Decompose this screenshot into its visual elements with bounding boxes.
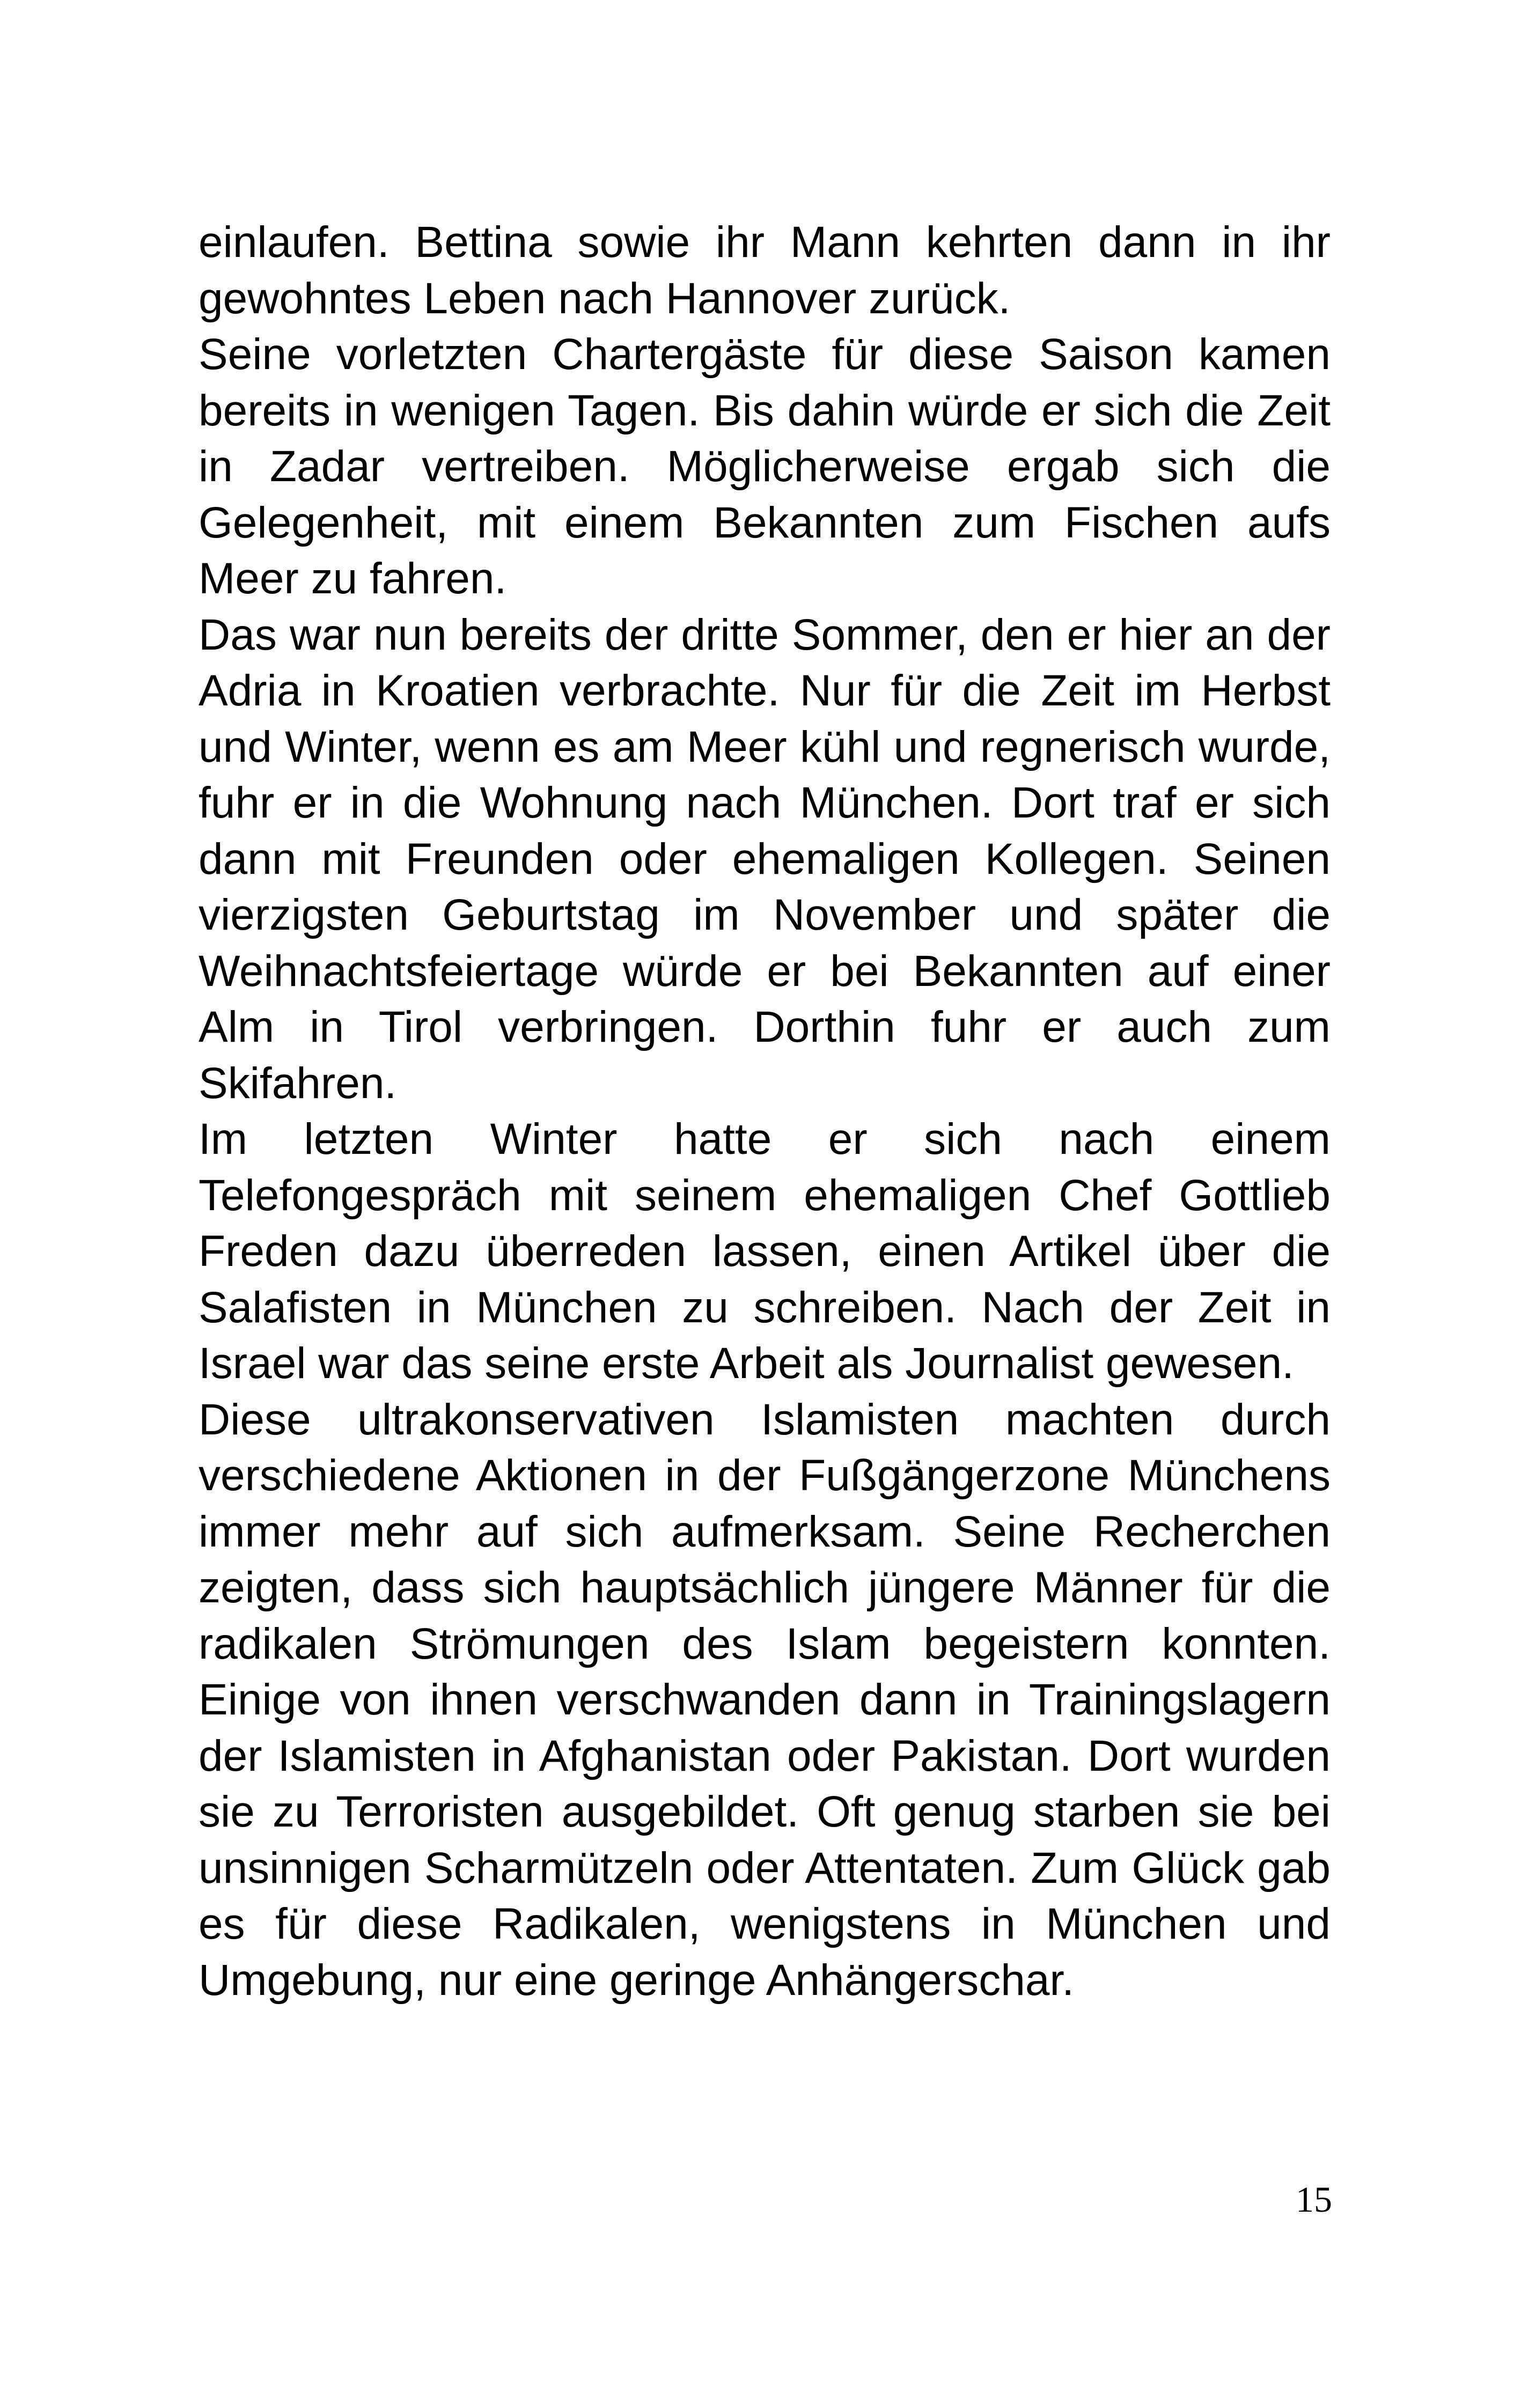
body-text (199, 215, 1331, 2008)
paragraph-1: einlaufen. Bettina sowie ihr Mann kehrten dann in ihr gewohntes Leben nach Hannover zurück. (199, 218, 1331, 323)
paragraph-3: Das war nun bereits der dritte Sommer, den er hier an der Adria in Kroatien verbrachte. Nur für die Zeit im Herbst und Winter, wenn es am Meer kühl und regnerisch wurde, fuhr er in die Wohnung nach München. Dort traf er sich dann mit Freunden oder ehemaligen Kollegen. Seinen vierzigsten Geburtstag im November und später die Weihnachtsfeiertage würde er bei Bekannten auf einer Alm in Tirol verbringen. Dorthin fuhr er auch zum Skifahren. (199, 610, 1331, 1108)
paragraph-4: Im letzten Winter hatte er sich nach einem Telefongespräch mit seinem ehemaligen Chef Gottlieb Freden dazu überreden lassen, einen Artikel über die Salafisten in München zu schreiben. Nach der Zeit in Israel war das seine erste Arbeit als Journalist gewesen. (199, 1115, 1331, 1388)
paragraph-5: Diese ultrakonservativen Islamisten machten durch verschiedene Aktionen in der Fußgängerzone Münchens immer mehr auf sich aufmerksam. Seine Recherchen zeigten, dass sich hauptsächlich jüngere Männer für die radikalen Strömungen des Islam begeistern konnten. Einige von ihnen verschwanden dann in Trainingslagern der Islamisten in Afghanistan oder Pakistan. Dort wurden sie zu Terroristen ausgebildet. Oft genug starben sie bei unsinnigen Scharmützeln oder Attentaten. Zum Glück gab es für diese Radikalen, wenigstens in München und Umgebung, nur eine geringe Anhängerschar. (199, 1395, 1331, 2005)
paragraph-2: Seine vorletzten Chartergäste für diese Saison kamen bereits in wenigen Tagen. Bis dahin würde er sich die Zeit in Zadar vertreiben. Möglicherweise ergab sich die Gelegenheit, mit einem Bekannten zum Fischen aufs Meer zu fahren. (199, 330, 1331, 603)
page-number: 15 (1296, 2179, 1332, 2220)
